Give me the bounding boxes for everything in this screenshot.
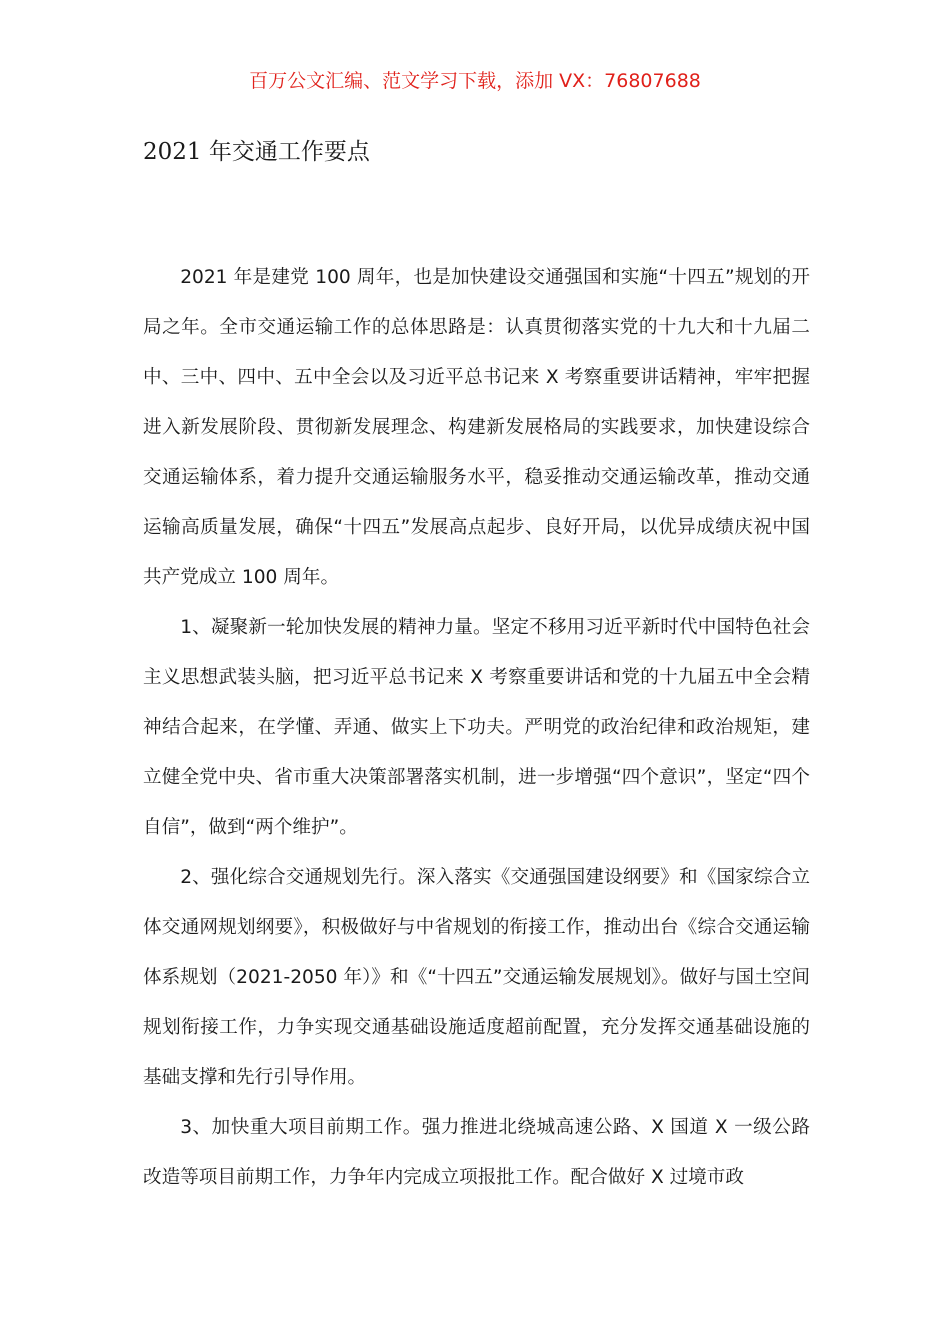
paragraph-item-3: 3、加快重大项目前期工作。强力推进北绕城高速公路、X 国道 X 一级公路改造等项目前期工作，力争年内完成立项报批工作。配合做好 X 过境市政 [143,1117,810,1188]
document-body [143,253,810,1203]
header-banner: 百万公文汇编、范文学习下载，添加 VX：76807688 [249,70,701,92]
document-title: 2021 年交通工作要点 [143,139,370,165]
paragraph-intro: 2021 年是建党 100 周年，也是加快建设交通强国和实施“十四五”规划的开局之年。全市交通运输工作的总体思路是：认真贯彻落实党的十九大和十九届二中、三中、四中、五中全会以及习近平总书记来 X 考察重要讲话精神，牢牢把握进入新发展阶段、贯彻新发展理念、构建新发展格局的实践要求，加快建设综合交通运输体系，着力提升交通运输服务水平，稳妥推动交通运输改革，推动交通运输高质量发展，确保“十四五”发展高点起步、良好开局，以优异成绩庆祝中国共产党成立 100 周年。 [143,267,810,588]
paragraph-item-2: 2、强化综合交通规划先行。深入落实《交通强国建设纲要》和《国家综合立体交通网规划纲要》，积极做好与中省规划的衔接工作，推动出台《综合交通运输体系规划（2021-2050 年）》和《“十四五”交通运输发展规划》。做好与国土空间规划衔接工作，力争实现交通基础设施适度超前配置，充分发挥交通基础设施的基础支撑和先行引导作用。 [143,867,810,1088]
paragraph-item-1: 1、凝聚新一轮加快发展的精神力量。坚定不移用习近平新时代中国特色社会主义思想武装头脑，把习近平总书记来 X 考察重要讲话和党的十九届五中全会精神结合起来，在学懂、弄通、做实上下功夫。严明党的政治纪律和政治规矩，建立健全党中央、省市重大决策部署落实机制，进一步增强“四个意识”，坚定“四个自信”，做到“两个维护”。 [143,617,810,838]
